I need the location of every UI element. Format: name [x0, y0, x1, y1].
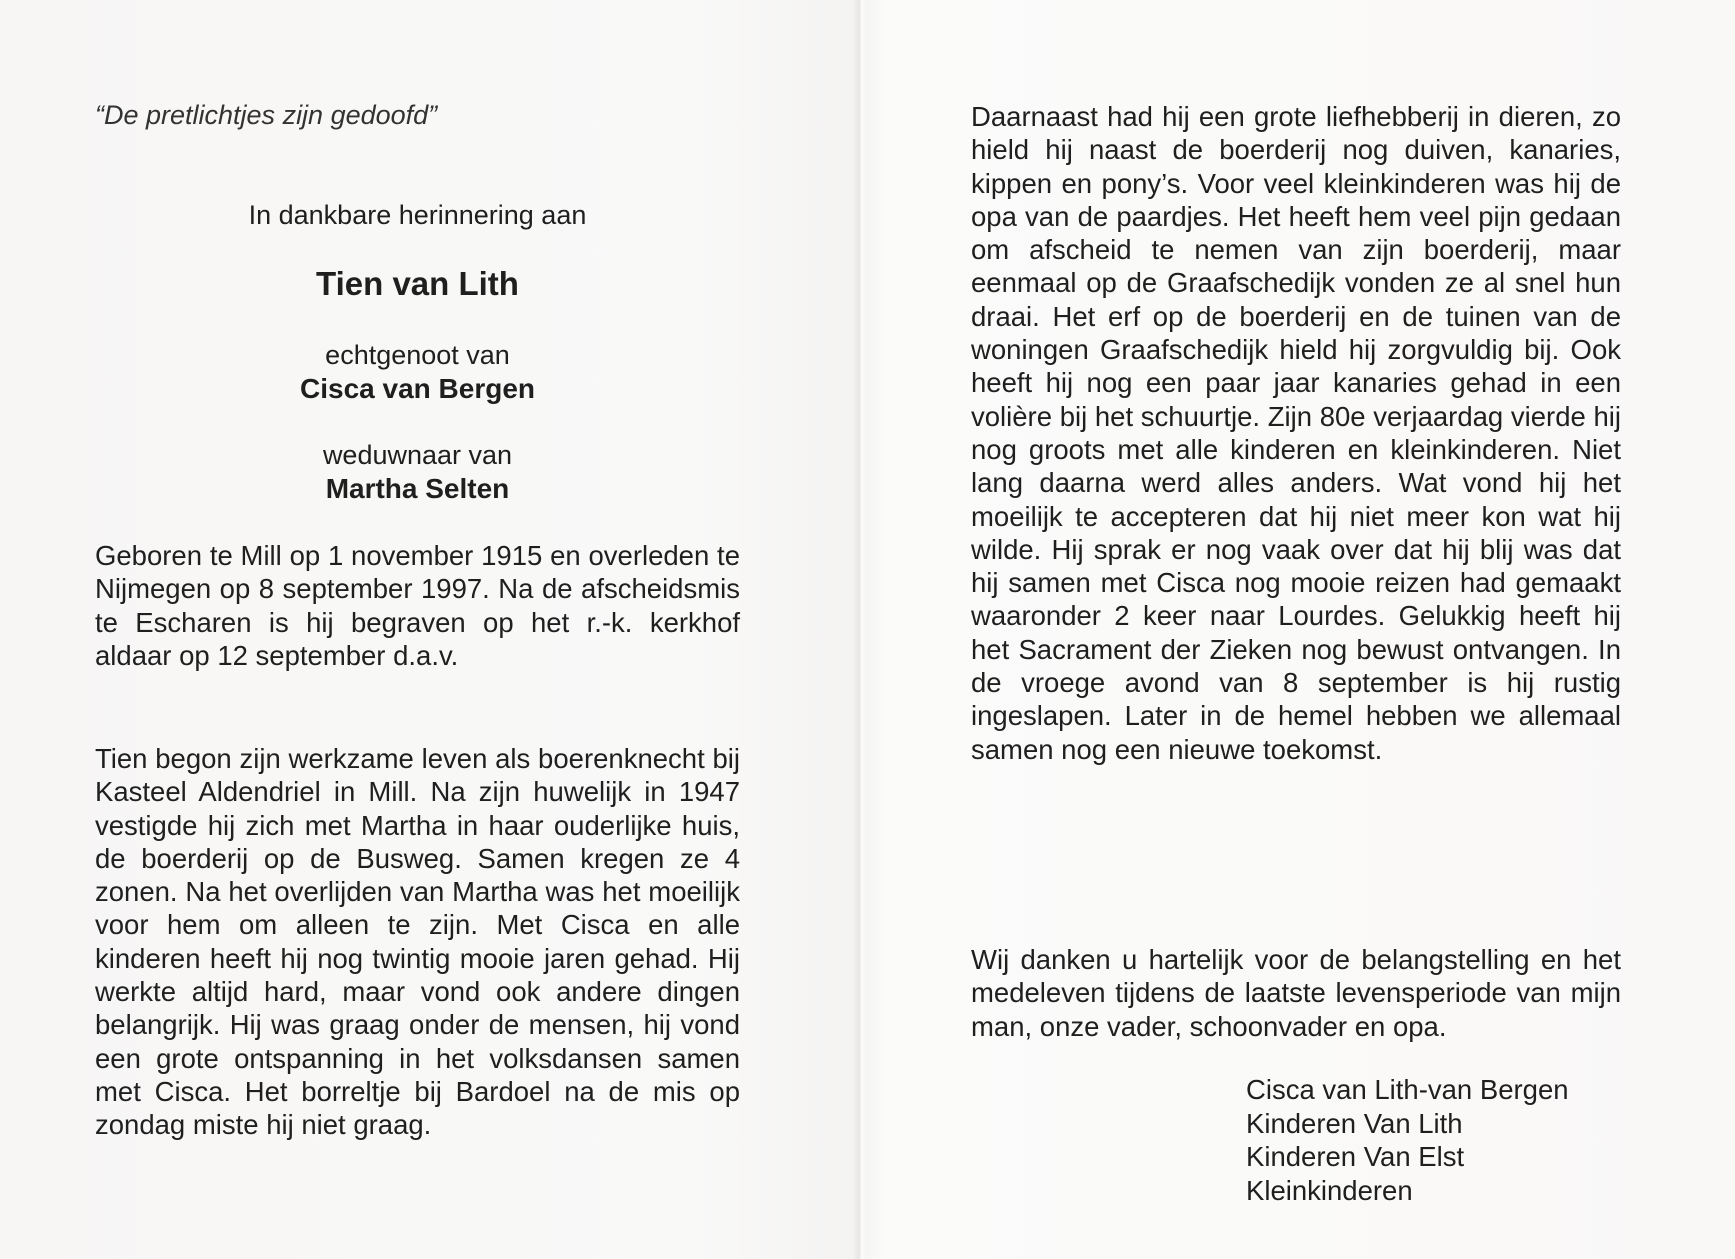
quote: “De pretlichtjes zijn gedoofd”	[95, 100, 438, 130]
relation2-name: Martha Selten	[325, 473, 510, 504]
signature-line: Kleinkinderen	[1246, 1174, 1413, 1206]
signature-line: Cisca van Lith-van Bergen	[1246, 1074, 1569, 1105]
relation1-label: echtgenoot van	[325, 340, 510, 370]
life-paragraph: Tien begon zijn werkzame leven als boerenknecht bij Kasteel Aldendriel in Mill. Na zijn huwelijk in 1947 vestigde hij zich met Martha in haar ouderlijke huis, de boerderij op de Busweg. Samen kregen ze 4 zonen. Na het overlijden van Martha was het moeilijk voor hem om alleen te zijn. Met Cisca en alle kinderen heeft hij nog twintig mooie jaren gehad. Hij werkte altijd hard, maar vond ook andere dingen belangrijk. Hij was graag onder de mensen, hij vond een grote ontspanning in het volksdansen samen met Cisca. Het borreltje bij Bardoel na de mis op zondag miste hij niet graag.	[95, 743, 740, 1141]
relation2-label: weduwnaar van	[322, 440, 513, 470]
birth-death-paragraph: Geboren te Mill op 1 november 1915 en overleden te Nijmegen op 8 september 1997. Na de afscheidsmis te Escharen is hij begraven op het r.-k. kerkhof aldaar op 12 september d.a.v.	[95, 540, 740, 671]
relation1-name: Cisca van Bergen	[300, 373, 535, 404]
thanks-paragraph: Wij danken u hartelijk voor de belangstelling en het medeleven tijdens de laatste levensperiode van mijn man, onze vader, schoonvader en opa.	[971, 944, 1621, 1042]
signature-line: Kinderen Van Lith	[1246, 1107, 1463, 1139]
hobbies-paragraph: Daarnaast had hij een grote liefhebberij in dieren, zo hield hij naast de boerderij nog duiven, kanaries, kippen en pony’s. Voor veel kleinkinderen was hij de opa van de paardjes. Het heeft hem veel pijn gedaan om afscheid te nemen van zijn boerderij, maar eenmaal op de Graafschedijk vonden ze al snel hun draai. Het erf op de boerderij en de tuinen van de woningen Graafschedijk hield hij zorgvuldig bij. Ook heeft hij nog een paar jaar kanaries gehad in een volière bij het schuurtje. Zijn 80e verjaardag vierde hij nog groots met alle kinderen en kleinkinderen. Niet lang daarna werd alles anders. Wat vond hij het moeilijk te accepteren dat hij niet meer kon wat hij wilde. Hij sprak er nog vaak over dat hij blij was dat hij samen met Cisca nog mooie reizen had gemaakt waaronder 2 keer naar Lourdes. Gelukkig heeft hij het Sacrament der Zieken nog bewust ontvangen. In de vroege avond van 8 september is hij rustig ingeslapen. Later in de hemel hebben we allemaal samen nog een nieuwe toekomst.	[971, 101, 1621, 765]
card-fold	[853, 0, 867, 1259]
deceased-name: Tien van Lith	[316, 265, 519, 302]
signature-list	[1246, 1073, 1569, 1207]
signature-line: Kinderen Van Elst	[1246, 1141, 1465, 1172]
intro-text: In dankbare herinnering aan	[248, 200, 587, 230]
right-panel	[971, 0, 1621, 1259]
left-panel	[95, 0, 740, 1259]
